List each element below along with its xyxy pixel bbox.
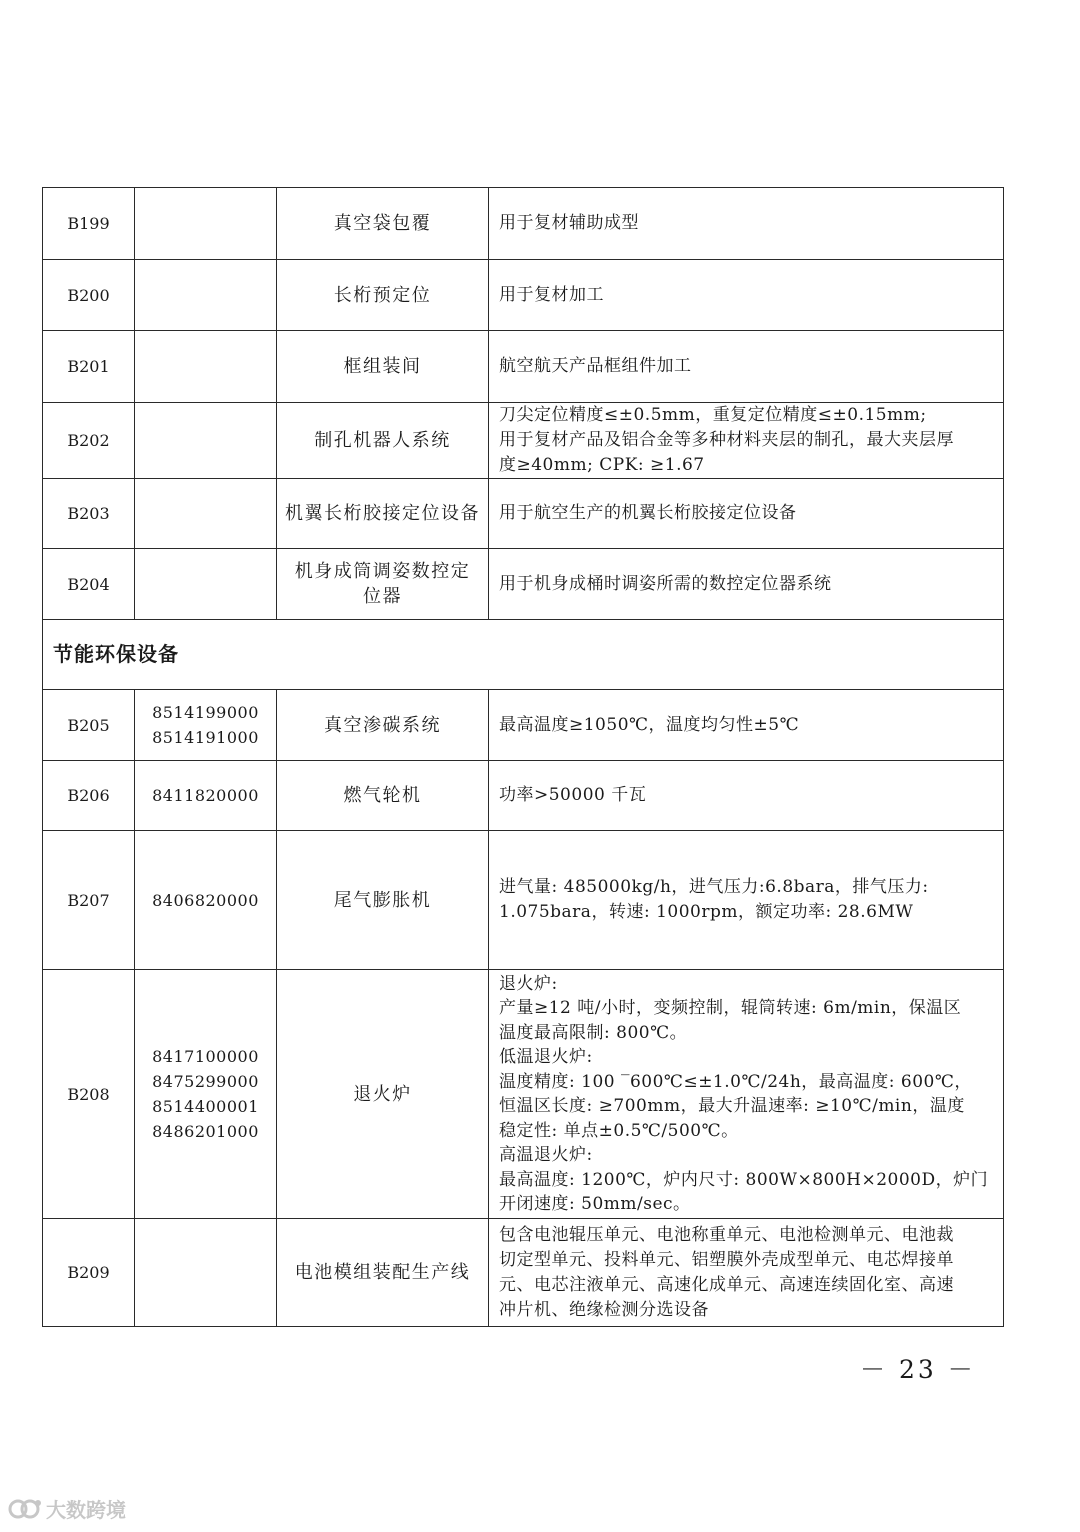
hs-code-cell: 8417100000 8475299000 8514400001 8486201000 [135,970,277,1219]
hs-code-cell: 8406820000 [135,831,277,970]
item-id: B204 [43,549,135,620]
item-id: B203 [43,479,135,549]
table-row [43,970,1004,1219]
item-id: B200 [43,260,135,331]
equipment-spec: 用于复材加工 [489,260,1004,331]
table-row [43,188,1004,260]
hs-code-cell [135,549,277,620]
item-id: B208 [43,970,135,1219]
hs-code-cell [135,188,277,260]
equipment-spec: 用于复材辅助成型 [489,188,1004,260]
equipment-table [42,187,1004,1327]
watermark-logo-icon [8,1497,42,1521]
equipment-spec: 退火炉: 产量≥12 吨/小时，变频控制，辊筒转速: 6m/min，保温区 温度最高限制: 800℃。 低温退火炉: 温度精度: 100 ‾600℃≤±1.0℃/24h，最高温度: 600℃， 恒温区长度: ≥700mm，最大升温速率: ≥10℃/min，温度 稳定性: 单点±0.5℃/500℃。 高温退火炉: 最高温度: 1200℃，炉内尺寸: 800W×800H×2000D，炉门 开闭速度: 50mm/sec。 [489,970,1004,1219]
item-id: B209 [43,1219,135,1327]
table-row [43,549,1004,620]
table-row [43,331,1004,403]
equipment-name: 机翼长桁胶接定位设备 [277,479,489,549]
equipment-name: 尾气膨胀机 [277,831,489,970]
item-id: B202 [43,403,135,479]
table-row [43,831,1004,970]
equipment-spec: 包含电池辊压单元、电池称重单元、电池检测单元、电池裁 切定型单元、投料单元、铝塑膜外壳成型单元、电芯焊接单 元、电芯注液单元、高速化成单元、高速连续固化室、高速 冲片机、绝缘检测分选设备 [489,1219,1004,1327]
section-row [43,620,1004,690]
hs-code-cell [135,260,277,331]
equipment-spec: 用于航空生产的机翼长桁胶接定位设备 [489,479,1004,549]
equipment-name: 电池模组装配生产线 [277,1219,489,1327]
watermark-text: 大数跨境 [46,1498,126,1522]
table-row [43,260,1004,331]
equipment-spec: 功率>50000 千瓦 [489,761,1004,831]
equipment-spec: 最高温度≥1050℃，温度均匀性±5℃ [489,690,1004,761]
item-id: B199 [43,188,135,260]
equipment-spec: 进气量: 485000kg/h，进气压力:6.8bara，排气压力: 1.075bara，转速: 1000rpm，额定功率: 28.6MW [489,831,1004,970]
equipment-spec: 航空航天产品框组件加工 [489,331,1004,403]
page-number: － 23 － [860,1355,976,1384]
section-title: 节能环保设备 [43,620,1004,690]
item-id: B207 [43,831,135,970]
equipment-name: 框组装间 [277,331,489,403]
table-row [43,761,1004,831]
equipment-name: 燃气轮机 [277,761,489,831]
table-row [43,479,1004,549]
hs-code-cell: 8411820000 [135,761,277,831]
item-id: B201 [43,331,135,403]
table-row [43,403,1004,479]
table-row [43,690,1004,761]
hs-code-cell [135,403,277,479]
equipment-name: 真空袋包覆 [277,188,489,260]
equipment-name: 真空渗碳系统 [277,690,489,761]
hs-code-cell: 8514199000 8514191000 [135,690,277,761]
hs-code-cell [135,331,277,403]
item-id: B205 [43,690,135,761]
watermark [8,1494,126,1523]
equipment-name: 长桁预定位 [277,260,489,331]
item-id: B206 [43,761,135,831]
equipment-name: 退火炉 [277,970,489,1219]
equipment-spec: 用于机身成桶时调姿所需的数控定位器系统 [489,549,1004,620]
equipment-spec: 刀尖定位精度≤±0.5mm，重复定位精度≤±0.15mm; 用于复材产品及铝合金等多种材料夹层的制孔，最大夹层厚 度≥40mm; CPK: ≥1.67 [489,403,1004,479]
equipment-name: 机身成筒调姿数控定位器 [277,549,489,620]
hs-code-cell [135,1219,277,1327]
hs-code-cell [135,479,277,549]
table-row [43,1219,1004,1327]
equipment-name: 制孔机器人系统 [277,403,489,479]
